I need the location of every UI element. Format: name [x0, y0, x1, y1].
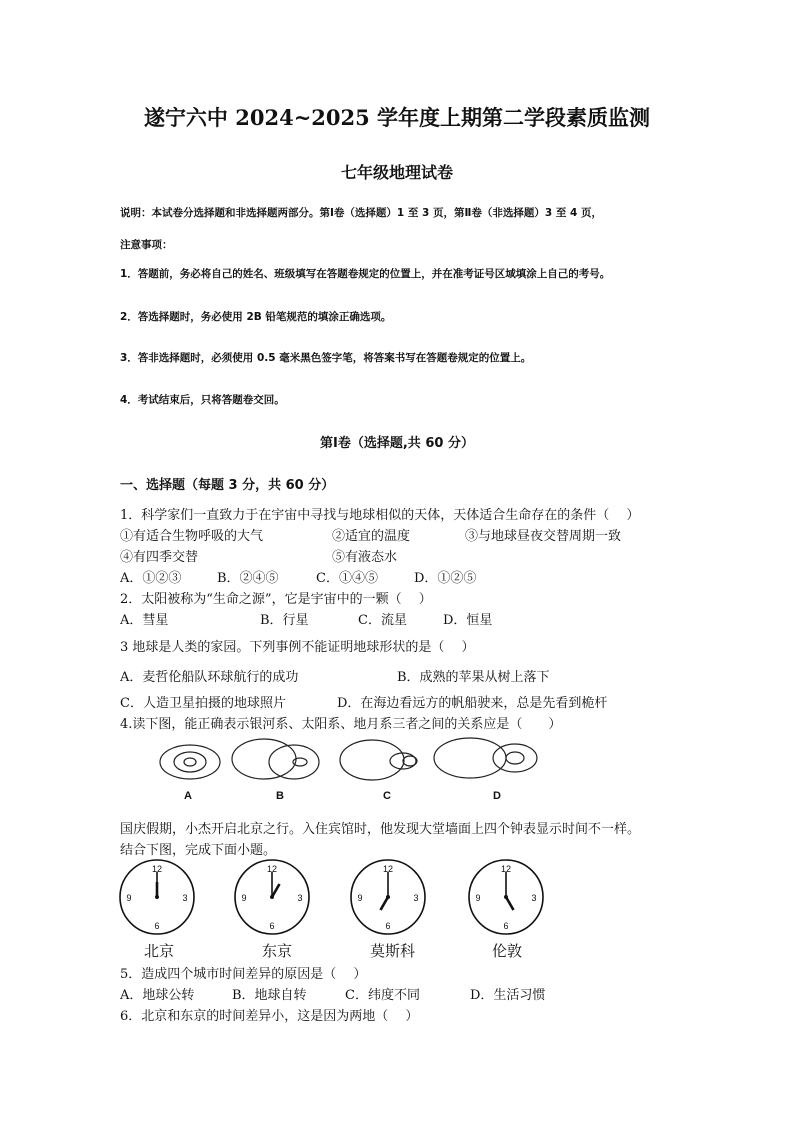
- q3-option-d: D．在海边看远方的帆船驶来，总是先看到桅杆: [337, 696, 608, 711]
- instructions-heading: 注意事项：: [120, 239, 173, 251]
- clock-pivot: [386, 895, 390, 899]
- q3-option-b: B．成熟的苹果从树上落下: [397, 670, 550, 685]
- clock-numeral: 12: [500, 864, 512, 874]
- q4-c-small-ellipse: [403, 756, 417, 766]
- q4-stem: 4.读下图，能正确表示银河系、太阳系、地月系三者之间的关系应是（ ）: [120, 717, 562, 732]
- q4-d-outer-ellipse: [493, 744, 537, 772]
- q4-d-large-ellipse: [434, 738, 506, 778]
- q5-option-d: D．生活习惯: [470, 988, 546, 1003]
- clock-hour-hand: [381, 897, 389, 910]
- clock-caption-beijing: 北京: [144, 942, 175, 960]
- q4-b-right-ellipse: [269, 745, 319, 779]
- exam-title: 遂宁六中 2024~2025 学年度上期第二学段素质监测: [143, 105, 651, 130]
- clock-numeral: 9: [241, 893, 247, 903]
- q5-option-b: B．地球自转: [232, 988, 307, 1003]
- clock-numeral: 12: [266, 864, 278, 874]
- q3-option-c: C．人造卫星拍摄的地球照片: [120, 696, 286, 711]
- clock-numeral: 12: [151, 864, 163, 874]
- q5-stem: 5．造成四个城市时间差异的原因是（ ）: [120, 967, 367, 982]
- q4-a-inner-ellipse: [184, 758, 196, 766]
- clock-hour-hand: [506, 897, 514, 910]
- q6-stem: 6．北京和东京的时间差异小，这是因为两地（ ）: [120, 1009, 419, 1024]
- clock-caption-london: 伦敦: [492, 942, 523, 960]
- clock-pivot: [270, 895, 274, 899]
- clock-intro-line-1: 国庆假期，小杰开启北京之行。入住宾馆时，他发现大堂墙面上四个钟表显示时间不一样。: [120, 822, 641, 837]
- clock-numeral: 3: [297, 893, 303, 903]
- part1-heading: 第Ⅰ卷（选择题,共 60 分）: [320, 436, 474, 451]
- clock-numeral: 12: [382, 864, 394, 874]
- clock-3: [469, 860, 543, 934]
- q4-label-a: A: [184, 790, 192, 802]
- q1-condition-3: ③与地球昼夜交替周期一致: [465, 529, 622, 544]
- clock-numeral: 6: [385, 921, 391, 931]
- clock-intro-line-2: 结合下图，完成下面小题。: [120, 843, 277, 858]
- q1-option-a: A．①②③: [120, 571, 182, 586]
- q4-diagram: [150, 732, 550, 808]
- q1-option-b: B．②④⑤: [217, 571, 279, 586]
- clock-hour-hand: [272, 884, 280, 897]
- q3-stem: 3 地球是人类的家园。下列事例不能证明地球形状的是（ ）: [120, 640, 475, 655]
- q3-option-a: A．麦哲伦船队环球航行的成功: [120, 670, 299, 685]
- q1-condition-5: ⑤有液态水: [332, 550, 398, 565]
- clock-numeral: 6: [269, 921, 275, 931]
- q4-b-left-ellipse: [232, 739, 296, 779]
- clock-numeral: 9: [126, 893, 132, 903]
- clock-caption-moscow: 莫斯科: [370, 942, 416, 960]
- clock-0: [120, 860, 194, 934]
- exam-subtitle: 七年级地理试卷: [340, 163, 453, 182]
- clock-numeral: 3: [182, 893, 188, 903]
- instruction-item-1: 1．答题前，务必将自己的姓名、班级填写在答题卷规定的位置上，并在准考证号区域填涂上自己的考号。: [120, 268, 611, 280]
- clock-numeral: 3: [531, 893, 537, 903]
- q1-stem: 1．科学家们一直致力于在宇宙中寻找与地球相似的天体，天体适合生命存在的条件（ ）: [120, 508, 640, 523]
- clock-2: [351, 860, 425, 934]
- q4-a-outer-ellipse: [160, 745, 220, 779]
- q1-option-d: D．①②⑤: [414, 571, 477, 586]
- clock-numeral: 3: [413, 893, 419, 903]
- clock-figure: [115, 855, 555, 940]
- clock-numeral: 6: [503, 921, 509, 931]
- instruction-item-3: 3．答非选择题时，必须使用 0.5 毫米黑色签字笔，将答案书写在答题卷规定的位置上。: [120, 352, 532, 364]
- q4-d-inner-ellipse: [506, 752, 524, 764]
- q4-c-large-ellipse: [340, 740, 404, 780]
- q1-condition-4: ④有四季交替: [120, 550, 199, 565]
- q5-option-c: C．纬度不同: [345, 988, 420, 1003]
- clock-pivot: [504, 895, 508, 899]
- clock-numeral: 6: [154, 921, 160, 931]
- clock-1: [235, 860, 309, 934]
- q4-label-b: B: [276, 790, 284, 802]
- q2-option-c: C．流星: [358, 613, 407, 628]
- q1-option-c: C．①④⑤: [316, 571, 378, 586]
- section-heading: 一、选择题（每题 3 分，共 60 分）: [120, 478, 335, 493]
- q1-condition-2: ②适宜的温度: [332, 529, 411, 544]
- q2-stem: 2．太阳被称为“生命之源”，它是宇宙中的一颗（ ）: [120, 592, 432, 607]
- clock-pivot: [155, 895, 159, 899]
- q2-option-a: A．彗星: [120, 613, 169, 628]
- clock-numeral: 9: [475, 893, 481, 903]
- q4-a-middle-ellipse: [174, 752, 206, 772]
- instruction-item-2: 2．答选择题时，务必使用 2B 铅笔规范的填涂正确选项。: [120, 311, 392, 323]
- q4-label-c: C: [383, 790, 391, 802]
- q2-option-d: D．恒星: [443, 613, 493, 628]
- q1-condition-1: ①有适合生物呼吸的大气: [120, 529, 264, 544]
- instructions-intro: 说明：本试卷分选择题和非选择题两部分。第Ⅰ卷（选择题）1 至 3 页，第Ⅱ卷（非选择题）3 至 4 页，: [120, 207, 602, 219]
- clock-numeral: 9: [357, 893, 363, 903]
- q5-option-a: A．地球公转: [120, 988, 195, 1003]
- clock-caption-tokyo: 东京: [262, 942, 293, 960]
- instruction-item-4: 4．考试结束后，只将答题卷交回。: [120, 394, 285, 406]
- q4-label-d: D: [493, 790, 501, 802]
- q2-option-b: B．行星: [260, 613, 309, 628]
